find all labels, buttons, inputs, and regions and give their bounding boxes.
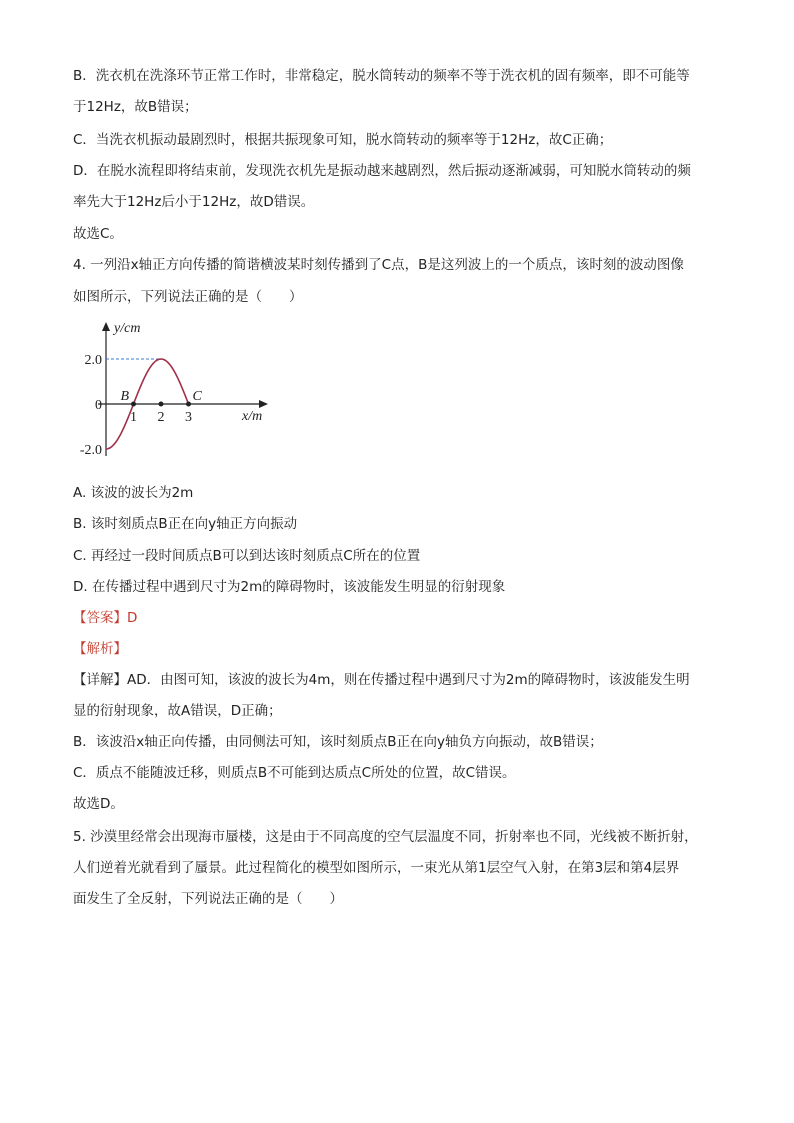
x-axis-arrow [259, 400, 268, 408]
y-tick-label: -2.0 [79, 443, 102, 458]
y-axis-arrow [102, 322, 110, 331]
x-tick-dot [159, 402, 164, 407]
x-tick-label: 1 [130, 410, 137, 425]
question-5-line-3: 面发生了全反射，下列说法正确的是（ ） [73, 891, 343, 907]
line-6: 故选C。 [73, 226, 123, 242]
y-tick-label: 2.0 [84, 353, 102, 368]
line-4: D．在脱水流程即将结束前，发现洗衣机先是振动越来越剧烈，然后振动逐渐减弱，可知脱水筒转动的频 [73, 163, 691, 179]
line-1: B．洗衣机在洗涤环节正常工作时，非常稳定，脱水筒转动的频率不等于洗衣机的固有频率，即不可能等 [73, 68, 690, 84]
question-5-line-1: 5. 沙漠里经常会出现海市蜃楼，这是由于不同高度的空气层温度不同，折射率也不同，光线被不断折射， [73, 829, 698, 845]
y-axis-label: y/cm [114, 321, 141, 336]
explanation-line-4: C．质点不能随波迁移，则质点B不可能到达质点C所处的位置，故C错误。 [73, 765, 516, 781]
option-a: A. 该波的波长为2m [73, 485, 194, 501]
line-2: 于12Hz，故B错误； [73, 99, 198, 115]
wave-graph [72, 318, 282, 468]
x-tick-label: 3 [185, 410, 192, 425]
question-5-line-2: 人们逆着光就看到了蜃景。此过程简化的模型如图所示，一束光从第1层空气入射，在第3层和第4层界 [73, 860, 680, 876]
line-5: 率先大于12Hz后小于12Hz，故D错误。 [73, 194, 315, 210]
analysis-label: 【解析】 [73, 641, 127, 657]
x-axis-label: x/m [242, 409, 263, 424]
conclusion-line: 故选D。 [73, 796, 124, 812]
y-tick-label: 0 [95, 398, 102, 413]
option-d: D. 在传播过程中遇到尺寸为2m的障碍物时，该波能发生明显的衍射现象 [73, 579, 506, 595]
point-label-B: B [120, 389, 130, 404]
question-4-line-2: 如图所示，下列说法正确的是（ ） [73, 289, 303, 305]
explanation-line-2: 显的衍射现象，故A错误，D正确； [73, 703, 282, 719]
point-label-C: C [192, 389, 202, 404]
explanation-line-1: 【详解】AD．由图可知，该波的波长为4m，则在传播过程中遇到尺寸为2m的障碍物时，该波能发生明 [73, 672, 690, 688]
x-tick-dot [131, 402, 136, 407]
line-3: C．当洗衣机振动最剧烈时，根据共振现象可知，脱水筒转动的频率等于12Hz，故C正确； [73, 132, 613, 148]
x-tick-label: 2 [157, 410, 165, 425]
x-tick-dot [186, 402, 191, 407]
option-b: B. 该时刻质点B正在向y轴正方向振动 [73, 516, 298, 532]
question-4-line-1: 4. 一列沿x轴正方向传播的简谐横波某时刻传播到了C点，B是这列波上的一个质点，该时刻的波动图像 [73, 257, 684, 273]
explanation-line-3: B．该波沿x轴正向传播，由同侧法可知，该时刻质点B正在向y轴负方向振动，故B错误； [73, 734, 603, 750]
answer-label: 【答案】D [73, 610, 138, 626]
option-c: C. 再经过一段时间质点B可以到达该时刻质点C所在的位置 [73, 548, 421, 564]
